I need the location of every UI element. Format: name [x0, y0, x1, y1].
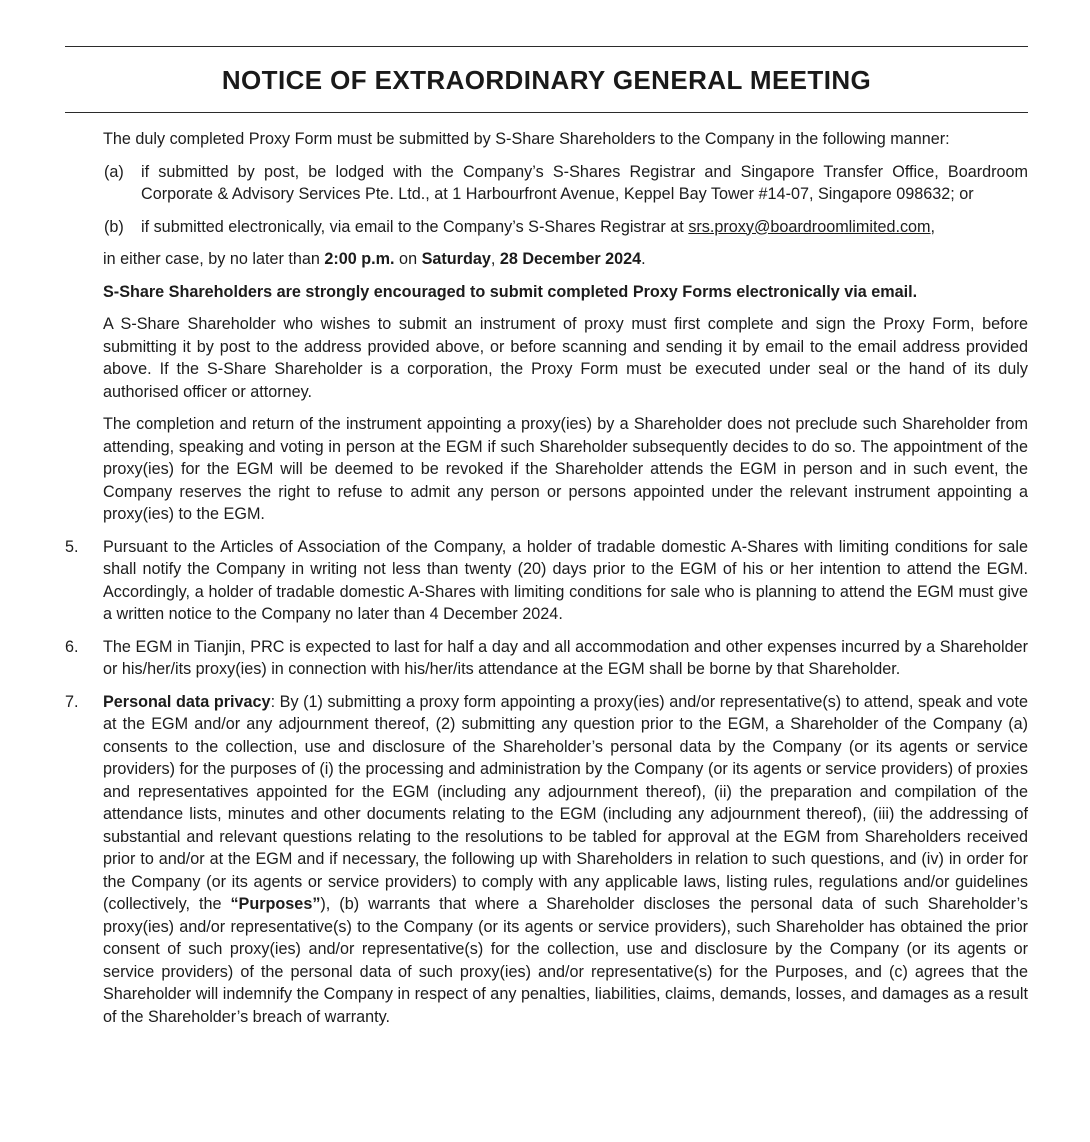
paragraph-text	[141, 161, 1028, 206]
submission-by-post-item	[104, 161, 1028, 206]
text-segment: ), (b) warrants that where a Shareholder discloses the personal data of such Shareholder’s proxy(ies) and/or representative(s) to the Company (or its agents or service providers), such Shareholder has obtained the prior consent of such proxy(ies) and/or representative(s) for the collection, use and disclosure by the Company (or its agents or service providers) of the personal data of such proxy(ies) and/or representative(s) for the Purposes, and (c) agrees that the Shareholder will indemnify the Company in respect of any penalties, liabilities, claims, demands, losses, and damages as a result of the Shareholder’s breach of warranty.	[103, 895, 1028, 1026]
text-segment: on	[394, 250, 422, 268]
text-segment: if submitted electronically, via email to the Company’s S-Shares Registrar at	[141, 217, 689, 236]
text-segment: 2:00 p.m.	[324, 250, 395, 268]
document-content	[65, 46, 1028, 1028]
paragraph-text	[103, 691, 1028, 1029]
list-marker: (b)	[104, 217, 124, 236]
notice-item-6	[65, 636, 1028, 681]
intro-paragraph	[103, 128, 1028, 151]
text-segment: in either case, by no later than	[103, 250, 325, 268]
text-segment: The EGM in Tianjin, PRC is expected to last for half a day and all accommodation and other expenses incurred by a Shareholder or his/her/its proxy(ies) in connection with his/her/its attendance at the EGM shall be borne by that Shareholder.	[103, 637, 1028, 678]
text-segment: Saturday	[421, 250, 491, 268]
registrar-email-link[interactable]: srs.proxy@boardroomlimited.com	[688, 217, 931, 236]
proxy-form-instructions-paragraph	[103, 313, 1028, 403]
paragraph-text	[103, 636, 1028, 681]
document-body	[65, 128, 1028, 1028]
proxy-revocation-paragraph	[103, 413, 1028, 526]
text-segment: A S-Share Shareholder who wishes to submit an instrument of proxy must first complete and sign the Proxy Form, before submitting it by post to the address provided above, or before scanning and sending it by email to the email address provided above. If the S-Share Shareholder is a corporation, the Proxy Form must be executed under seal or the hand of its duly authorised officer or attorney.	[103, 315, 1028, 401]
text-segment: : By (1) submitting a proxy form appointing a proxy(ies) and/or representative(s) to attend, speak and vote at the EGM and/or any adjournment thereof, (2) submitting any question prior to the EGM, a Shareholder of the Company (a) consents to the collection, use and disclosure of the Shareholder’s personal data by the Company (or its agents or service providers) for the purposes of (i) the processing and administration by the Company (or its agents or service providers) of proxies and representatives appointed for the EGM (including any adjournment thereof), (ii) the preparation and compilation of the attendance lists, minutes and other documents relating to the EGM (including any adjournment thereof), (iii) the addressing of substantial and relevant questions relating to the resolutions to be tabled for approval at the EGM from Shareholders received prior to and/or at the EGM and if necessary, the following up with Shareholders in relation to such questions, and (iv) in order for the Company (or its agents or service providers) to comply with any applicable laws, listing rules, regulations and/or guidelines (collectively, the	[103, 692, 1028, 913]
text-segment: S-Share Shareholders are strongly encouraged to submit completed Proxy Forms electronically via email.	[103, 282, 918, 301]
text-segment: Pursuant to the Articles of Association of the Company, a holder of tradable domestic A-Shares with limiting conditions for sale shall notify the Company in writing not less than twenty (20) days prior to the EGM of his or her intention to attend the EGM. Accordingly, a holder of tradable domestic A-Shares with limiting conditions for sale who is planning to attend the EGM must give a written notice to the Company no later than 4 December 2024.	[103, 537, 1028, 623]
text-segment: The completion and return of the instrument appointing a proxy(ies) by a Shareholder does not preclude such Shareholder from attending, speaking and voting in person at the EGM if such Shareholder subsequently decides to do so. The appointment of the proxy(ies) for the EGM will be deemed to be revoked if the Shareholder attends the EGM in person and in such event, the Company reserves the right to refuse to admit any person or persons appointed under the relevant instrument appointing a proxy(ies) to the EGM.	[103, 415, 1028, 523]
list-marker: (a)	[104, 162, 124, 181]
notice-item-7	[65, 691, 1028, 1029]
list-marker: 6.	[65, 637, 79, 656]
text-segment: 28 December 2024	[499, 250, 642, 268]
notice-item-5	[65, 536, 1028, 626]
deadline-paragraph	[103, 248, 1028, 271]
text-segment: ,	[930, 217, 936, 236]
email-encouragement-paragraph	[103, 281, 1028, 304]
text-segment: if submitted by post, be lodged with the Company’s S-Shares Registrar and Singapore Transfer Office, Boardroom Corporate & Advisory Services Pte. Ltd., at 1 Harbourfront Avenue, Keppel Bay Tower #14-07, Singapore 098632; or	[141, 162, 1028, 203]
paragraph-text	[103, 536, 1028, 626]
paragraph-text	[141, 216, 1028, 239]
text-segment: The duly completed Proxy Form must be submitted by S-Share Shareholders to the Company in the following manner:	[103, 130, 950, 148]
submission-by-email-item	[104, 216, 1028, 239]
text-segment: .	[641, 250, 646, 268]
list-marker: 5.	[65, 537, 79, 556]
title-bottom-rule	[65, 112, 1028, 113]
text-segment: Personal data privacy	[103, 692, 271, 711]
list-marker: 7.	[65, 692, 79, 711]
document-title: NOTICE OF EXTRAORDINARY GENERAL MEETING	[221, 65, 872, 95]
text-segment: “Purposes”	[230, 895, 321, 913]
text-segment: ,	[490, 250, 500, 268]
